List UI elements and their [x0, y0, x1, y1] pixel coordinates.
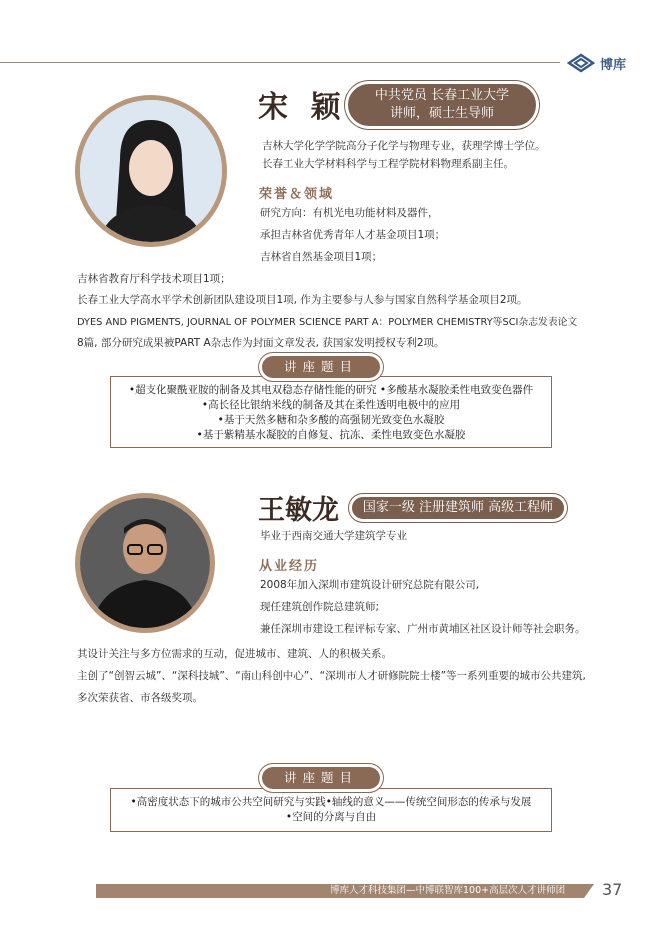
person2-name: 王敏龙: [258, 495, 339, 526]
logo-text: 博库: [600, 57, 627, 73]
lecture-title-2: 讲座题目: [262, 767, 380, 789]
lecture-box-1: [110, 376, 552, 448]
lecture-item: •超支化聚酰亚胺的制备及其电双稳态存储性能的研究 •多酸基水凝胶柔性电致变色器件: [128, 384, 534, 396]
section-title: 从业经历: [259, 559, 320, 574]
detail-line: 多次荣获省、市各级奖项。: [77, 692, 203, 704]
intro-line: 吉林大学化学学院高分子化学与物理专业，获理学博士学位。: [262, 140, 546, 152]
intro-line: 毕业于西南交通大学建筑学专业: [260, 530, 407, 542]
person2-badge: 国家一级 注册建筑师 高级工程师: [352, 497, 564, 519]
detail-line: 8篇, 部分研究成果被PART A杂志作为封面文章发表, 获国家发明授权专利2项。: [77, 337, 445, 349]
lecture-item: •空间的分离与自由: [285, 811, 377, 823]
detail-line: DYES AND PIGMENTS, JOURNAL OF POLYMER SCIENCE PART A：POLYMER CHEMISTRY等SCI杂志发表论文: [77, 317, 578, 328]
detail-line: 兼任深圳市建设工程评标专家、广州市黄埔区社区设计师等社会职务。: [260, 623, 586, 635]
detail-line: 现任建筑创作院总建筑师;: [260, 601, 380, 613]
badge-line: 中共党员 长春工业大学: [374, 88, 510, 103]
lecture-item: •高密度状态下的城市公共空间研究与实践•轴线的意义——传统空间形态的传承与发展: [130, 796, 532, 808]
detail-line: 主创了“创智云城”、“深科技城”、“南山科创中心”、“深圳市人才研修院院士楼”等一系列重要的城市公共建筑,: [77, 670, 586, 682]
person1-name: 宋 颖: [258, 90, 347, 125]
person1-badge: [348, 84, 536, 126]
detail-line: 承担吉林省优秀青年人才基金项目1项；: [260, 229, 446, 241]
portrait-photo-2: [75, 493, 215, 633]
lecture-item: •高长径比银纳米线的制备及其在柔性透明电极中的应用: [201, 399, 461, 411]
portrait-image: [80, 498, 210, 628]
detail-line: 长春工业大学高水平学术创新团队建设项目1项, 作为主要参与人参与国家自然科学基金项目2项。: [77, 294, 528, 306]
lecture-item: •基于紫精基水凝胶的自修复、抗冻、柔性电致变色水凝胶: [196, 429, 466, 441]
footer-arrow-icon: [572, 884, 594, 898]
lecture-item: •基于天然多糖和杂多酸的高强韧光致变色水凝胶: [217, 414, 445, 426]
badge-line: 讲师，硕士生导师: [389, 106, 494, 121]
detail-line: 吉林省教育厅科学技术项目1项；: [77, 273, 231, 285]
footer-text: 博库人才科技集团—中博联智库100+高层次人才讲师团: [330, 885, 566, 896]
logo-icon: [566, 52, 596, 74]
section-title: 荣誉＆领域: [259, 187, 335, 202]
lecture-box-2: [110, 788, 552, 832]
header-rule: [0, 62, 560, 63]
detail-line: 研究方向：有机光电功能材料及器件，: [260, 207, 439, 219]
portrait-photo-1: [75, 95, 227, 247]
lecture-title-1: 讲座题目: [262, 356, 380, 378]
detail-line: 其设计关注与多方位需求的互动，促进城市、建筑、人的积极关系。: [77, 648, 392, 660]
portrait-image: [80, 100, 222, 242]
detail-line: 吉林省自然基金项目1项；: [260, 251, 383, 263]
detail-line: 2008年加入深圳市建筑设计研究总院有限公司,: [260, 579, 480, 591]
intro-line: 长春工业大学材料科学与工程学院材料物理系副主任。: [262, 158, 514, 170]
logo: [566, 50, 656, 76]
page-number: 37: [602, 880, 623, 899]
